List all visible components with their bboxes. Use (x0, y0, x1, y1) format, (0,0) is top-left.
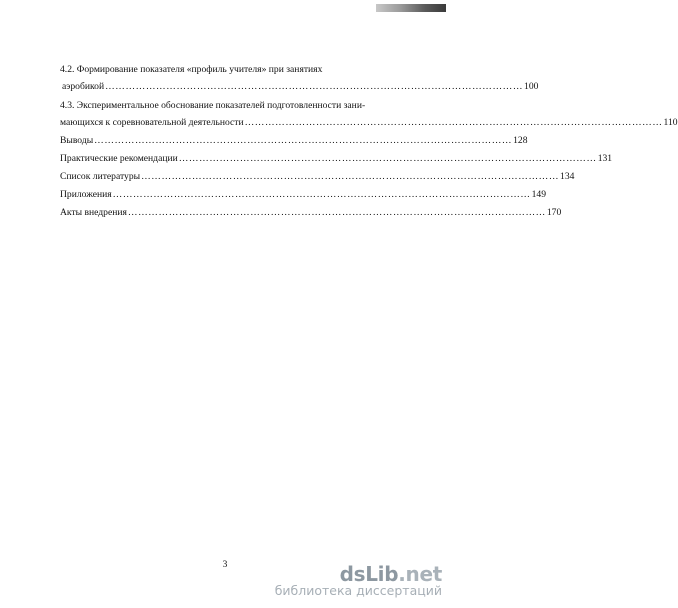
toc-entry-4-2-line2 (60, 80, 539, 94)
dslib-logo-part1: dsLib (339, 562, 399, 586)
toc-entry-recommendations-page: 131 (597, 153, 613, 164)
toc-entry-implementation-acts (60, 206, 562, 220)
toc-entry-4-3-title-line2: мающихся к соревновательной деятельности (60, 117, 244, 128)
toc-entry-appendices (60, 188, 546, 202)
dslib-logo (275, 564, 442, 584)
scan-edge-strip (376, 4, 446, 12)
toc-entry-references-page: 134 (560, 171, 575, 182)
toc-entry-appendices-title: Приложения (60, 189, 112, 200)
toc-leader-dots: …………………………………………………………………………………………………………… (94, 135, 513, 146)
toc-entry-appendices-page: 149 (531, 189, 546, 200)
toc-entry-4-2-title-line1: 4.2. Формирование показателя «профиль учителя» при занятиях (60, 64, 323, 75)
toc-entry-conclusions-page: 128 (513, 135, 528, 146)
toc-entry-4-3-title-line1: 4.3. Экспериментальное обоснование показателей подготовленности зани- (60, 100, 366, 111)
toc-entry-conclusions (60, 134, 528, 148)
toc-entry-4-3-line2 (60, 116, 678, 130)
toc-entry-4-2-line1 (60, 63, 400, 77)
toc-entry-implementation-acts-page: 170 (546, 207, 562, 218)
toc-entry-implementation-acts-title: Акты внедрения (60, 207, 127, 218)
toc-entry-4-2-title-line2: аэробикой (62, 81, 105, 92)
toc-entry-references (60, 170, 575, 184)
toc-entry-4-3-line1 (60, 99, 400, 113)
dslib-watermark (275, 564, 442, 598)
toc-entry-recommendations (60, 152, 613, 166)
toc-leader-dots: …………………………………………………………………………………………………………… (105, 81, 524, 92)
dslib-subtitle: библиотека диссертаций (274, 583, 442, 598)
toc-entry-recommendations-title: Практические рекомендации (60, 153, 178, 164)
toc-leader-dots: …………………………………………………………………………………………………………… (127, 207, 546, 218)
page-number: 3 (222, 560, 228, 570)
toc-entry-4-2-page: 100 (524, 81, 539, 92)
dslib-logo-part2: .net (398, 562, 442, 586)
toc-entry-references-title: Список литературы (60, 171, 141, 182)
toc-entry-conclusions-title: Выводы (60, 135, 94, 146)
toc-leader-dots: …………………………………………………………………………………………………………… (112, 189, 531, 200)
toc-leader-dots: …………………………………………………………………………………………………………… (178, 153, 597, 164)
toc-leader-dots: …………………………………………………………………………………………………………… (141, 171, 560, 182)
toc-entry-4-3-page: 110 (663, 117, 678, 128)
toc-leader-dots: …………………………………………………………………………………………………………… (244, 117, 663, 128)
